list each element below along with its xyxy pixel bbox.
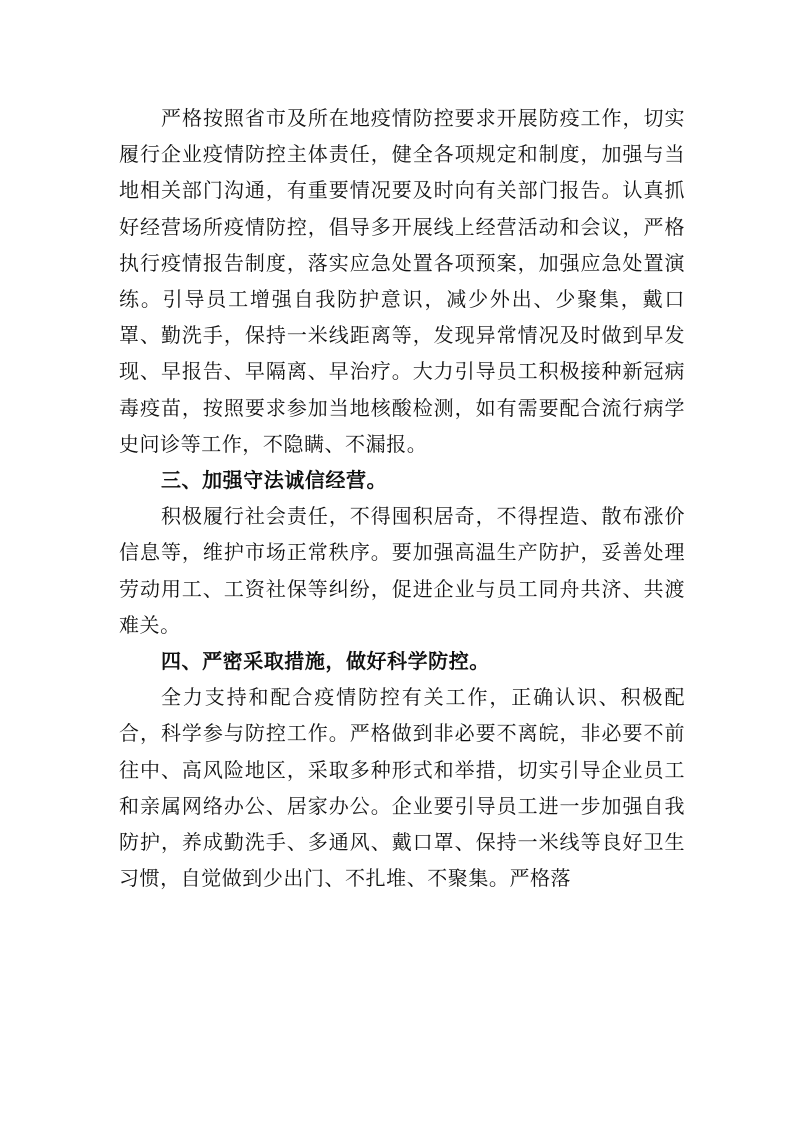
paragraph-lawful-operation: 积极履行社会责任，不得囤积居奇，不得捏造、散布涨价信息等，维护市场正常秩序。要加强高温生产防护，妥善处理劳动用工、工资社保等纠纷，促进企业与员工同舟共济、共渡难关。: [119, 504, 685, 637]
document-body: [119, 100, 685, 896]
section-heading-3: 三、加强守法诚信经营。: [161, 468, 388, 493]
paragraph-scientific-prevention: 全力支持和配合疫情防控有关工作，正确认识、积极配合，科学参与防控工作。严格做到非必要不离皖，非必要不前往中、高风险地区，采取多种形式和举措，切实引导企业员工和亲属网络办公、居家办公。企业要引导员工进一步加强自我防护，养成勤洗手、多通风、戴口罩、保持一米线等良好卫生习惯，自觉做到少出门、不扎堆、不聚集。严格落: [119, 685, 685, 891]
section-heading-4: 四、严密采取措施，做好科学防控。: [161, 649, 490, 674]
paragraph-epidemic-prevention: 严格按照省市及所在地疫情防控要求开展防疫工作，切实履行企业疫情防控主体责任，健全各项规定和制度，加强与当地相关部门沟通，有重要情况要及时向有关部门报告。认真抓好经营场所疫情防控，倡导多开展线上经营活动和会议，严格执行疫情报告制度，落实应急处置各项预案，加强应急处置演练。引导员工增强自我防护意识，减少外出、少聚集，戴口罩、勤洗手，保持一米线距离等，发现异常情况及时做到早发现、早报告、早隔离、早治疗。大力引导员工积极接种新冠病毒疫苗，按照要求参加当地核酸检测，如有需要配合流行病学史问诊等工作，不隐瞒、不漏报。: [119, 106, 685, 456]
